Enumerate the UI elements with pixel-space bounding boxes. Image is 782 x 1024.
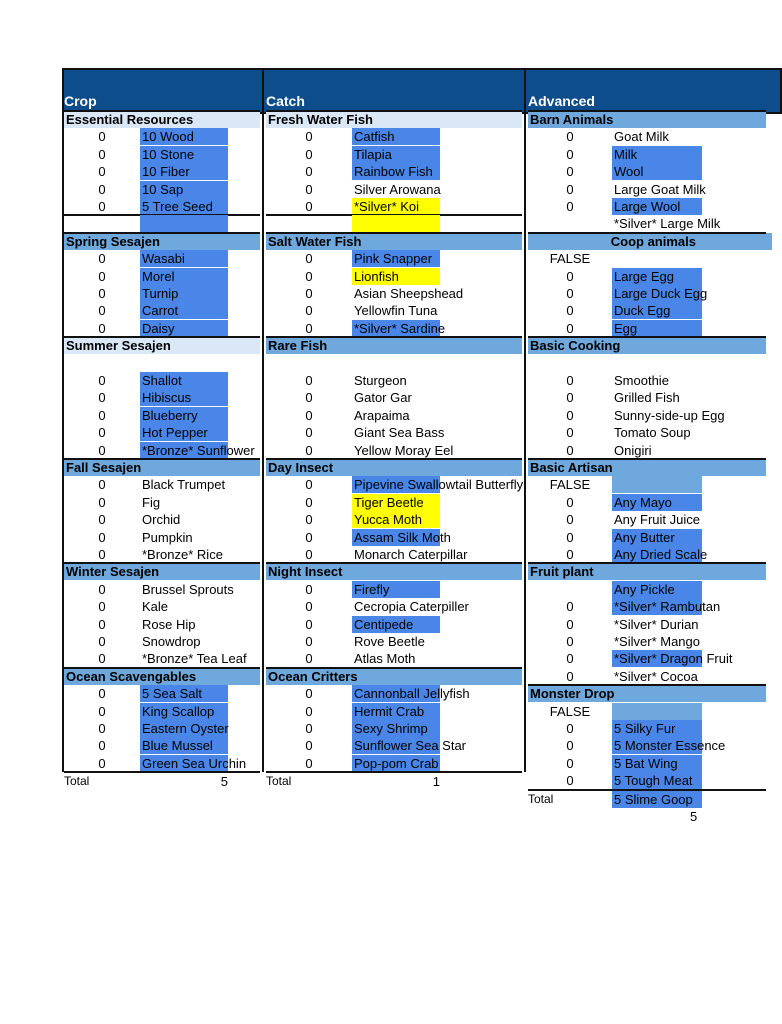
section-header: Fruit plant	[528, 563, 766, 580]
row-count: FALSE	[549, 251, 591, 267]
item-name[interactable]: Arapaima	[354, 407, 410, 423]
row-count: 0	[305, 755, 313, 771]
row-count	[528, 581, 612, 598]
row-count: 0	[305, 199, 313, 214]
row-count: 0	[566, 303, 574, 319]
item-name[interactable]: Onigiri	[614, 442, 652, 458]
item-name[interactable]: Duck Egg	[614, 303, 671, 319]
item-name[interactable]: Wool	[614, 164, 644, 180]
item-name[interactable]: Sturgeon	[354, 373, 407, 388]
section-divider	[64, 110, 260, 112]
row-count: 0	[566, 286, 574, 301]
item-name[interactable]: Blue Mussel	[142, 738, 213, 754]
section-divider	[266, 336, 522, 338]
item-name[interactable]: Tilapia	[354, 146, 392, 162]
row-count: 0	[566, 651, 574, 667]
section-divider	[266, 232, 522, 234]
row-count: 0	[98, 425, 106, 441]
row-count: 0	[305, 529, 313, 545]
section-header: Spring Sesajen	[64, 233, 260, 250]
item-name[interactable]: Tomato Soup	[614, 425, 691, 441]
item-name[interactable]: Rose Hip	[142, 616, 196, 632]
section-header: Day Insect	[266, 459, 522, 476]
item-name[interactable]: Black Trumpet	[142, 477, 226, 493]
section-header: Fresh Water Fish	[266, 111, 522, 128]
section-divider	[64, 562, 260, 564]
item-name[interactable]: *Silver* Cocoa	[614, 668, 698, 684]
item-name[interactable]: 5 Silky Fur	[614, 721, 676, 736]
item-name[interactable]: Hermit Crab	[354, 703, 425, 719]
item-name[interactable]: Rainbow Fish	[354, 164, 433, 180]
item-name[interactable]: Pop-pom Crab	[354, 755, 439, 771]
item-name[interactable]: Monarch Caterpillar	[354, 547, 468, 562]
row-count: 0	[305, 686, 313, 702]
item-name[interactable]: Yucca Moth	[354, 512, 422, 528]
section-divider	[528, 562, 766, 564]
row-count: 0	[98, 286, 106, 301]
section-divider	[266, 667, 522, 669]
row-count: 0	[566, 268, 574, 284]
total-value: 5	[220, 774, 228, 790]
row-count: 0	[305, 286, 313, 301]
row-count: 0	[98, 512, 106, 528]
item-name[interactable]: Firefly	[354, 581, 390, 597]
section-header: Basic Cooking	[528, 337, 766, 354]
section-header: Monster Drop	[528, 685, 766, 702]
row-count: 0	[98, 181, 106, 197]
item-name[interactable]: 5 Monster Essence	[614, 738, 726, 754]
item-name[interactable]: Egg	[614, 320, 638, 336]
section-divider	[266, 458, 522, 460]
item-name[interactable]: Any Mayo	[614, 494, 672, 510]
item-name[interactable]: Tiger Beetle	[354, 494, 424, 510]
item-name[interactable]: Atlas Moth	[354, 651, 416, 667]
item-name[interactable]: Cecropia Caterpiller	[354, 599, 469, 615]
total-label: Total	[528, 791, 554, 806]
row-count: 0	[98, 721, 106, 736]
row-count: 0	[305, 268, 313, 284]
row-count: 0	[305, 581, 313, 597]
item-name[interactable]: Morel	[142, 268, 175, 284]
section-header: Winter Sesajen	[64, 563, 260, 580]
row-count: 0	[98, 390, 106, 406]
item-name[interactable]: Any Dried Scale	[614, 547, 708, 562]
item-name[interactable]: 10 Stone	[142, 146, 195, 162]
item-name[interactable]: *Silver* Sardine	[354, 320, 446, 336]
row-count: 0	[98, 616, 106, 632]
row-count: 0	[566, 425, 574, 441]
section-divider	[64, 232, 260, 234]
column-divider	[524, 68, 526, 772]
row-count: 0	[98, 373, 106, 388]
item-name[interactable]: Yellow Moray Eel	[354, 442, 454, 458]
header-catch: Catch	[266, 93, 305, 109]
section-header: Ocean Scavengables	[64, 668, 260, 685]
row-count: 0	[305, 616, 313, 632]
row-count: 0	[98, 268, 106, 284]
item-name[interactable]: Gator Gar	[354, 390, 412, 406]
item-name[interactable]: Wasabi	[142, 251, 185, 267]
row-count: 0	[98, 129, 106, 145]
row-count: 0	[98, 199, 106, 214]
row-count: 0	[305, 129, 313, 145]
section-header: Ocean Critters	[266, 668, 522, 685]
item-name[interactable]: Milk	[614, 146, 638, 162]
table-bottom-border	[64, 771, 260, 773]
header-advanced: Advanced	[528, 93, 595, 109]
item-name[interactable]: King Scallop	[142, 703, 215, 719]
row-count: 0	[98, 494, 106, 510]
section-divider	[528, 458, 766, 460]
item-name[interactable]: Eastern Oyster	[142, 721, 229, 736]
item-name[interactable]: Any Pickle	[614, 581, 675, 597]
item-name[interactable]: Shallot	[142, 373, 182, 388]
section-divider	[528, 110, 766, 112]
item-name[interactable]: 5 Bat Wing	[614, 755, 678, 771]
row-count: 0	[566, 547, 574, 562]
section-header: Rare Fish	[266, 337, 522, 354]
row-count: 0	[305, 164, 313, 180]
item-name[interactable]: Silver Arowana	[354, 181, 441, 197]
item-name[interactable]: Lionfish	[354, 268, 399, 284]
item-name[interactable]: Blueberry	[142, 407, 198, 423]
section-header: Fall Sesajen	[64, 459, 260, 476]
total-value: 5	[690, 808, 698, 824]
row-count: 0	[98, 477, 106, 493]
row-count: 0	[566, 390, 574, 406]
row-count: 0	[566, 738, 574, 754]
item-name[interactable]: *Bronze* Sunflower	[142, 442, 255, 458]
row-count: 0	[98, 146, 106, 162]
row-count: 0	[566, 146, 574, 162]
item-name[interactable]: Pink Snapper	[354, 251, 433, 267]
item-name[interactable]: Daisy	[142, 320, 175, 336]
section-header: Basic Artisan	[528, 459, 766, 476]
row-count: 0	[98, 442, 106, 458]
section-header: Essential Resources	[64, 111, 260, 128]
item-name[interactable]: Yellowfin Tuna	[354, 303, 438, 319]
item-name[interactable]	[612, 476, 712, 493]
item-name[interactable]: *Silver* Large Milk	[614, 216, 721, 232]
table-bottom-border	[528, 789, 766, 791]
row-count: 0	[566, 164, 574, 180]
item-name[interactable]: Large Duck Egg	[614, 286, 708, 301]
item-name[interactable]: *Bronze* Rice	[142, 547, 223, 562]
item-name[interactable]: 5 Tough Meat	[614, 773, 693, 789]
row-count: 0	[305, 181, 313, 197]
row-count: 0	[566, 320, 574, 336]
item-name[interactable]: 10 Sap	[142, 181, 184, 197]
item-name[interactable]: Assam Silk Moth	[354, 529, 451, 545]
row-count: FALSE	[549, 703, 591, 719]
row-count: 0	[305, 390, 313, 406]
row-count: 0	[566, 668, 574, 684]
row-count: 0	[98, 303, 106, 319]
row-count: 0	[98, 651, 106, 667]
row-count: 0	[305, 146, 313, 162]
item-name[interactable]: Large Goat Milk	[614, 181, 706, 197]
item-name[interactable]: Sunny-side-up Egg	[614, 407, 725, 423]
section-divider	[266, 110, 522, 112]
row-count: 0	[305, 407, 313, 423]
row-count: 0	[98, 634, 106, 649]
item-name[interactable]: Hot Pepper	[142, 425, 208, 441]
section-header: Summer Sesajen	[64, 337, 260, 354]
section-divider	[64, 336, 260, 338]
section-header: Barn Animals	[528, 111, 766, 128]
row-count: 0	[305, 634, 313, 649]
row-count: 0	[566, 755, 574, 771]
item-name[interactable]: 10 Wood	[142, 129, 194, 145]
row-count: 0	[566, 616, 574, 632]
item-name[interactable]: Hibiscus	[142, 390, 192, 406]
row-count: 0	[98, 320, 106, 336]
item-name[interactable]: Large Wool	[614, 199, 681, 214]
row-count: 0	[98, 686, 106, 702]
row-count: 0	[566, 181, 574, 197]
item-name[interactable]: 5 Sea Salt	[142, 686, 202, 702]
item-name[interactable]: Turnip	[142, 286, 179, 301]
row-count: 0	[98, 755, 106, 771]
row-count: 0	[566, 407, 574, 423]
row-count: 0	[305, 320, 313, 336]
item-name[interactable]: Any Fruit Juice	[614, 512, 700, 528]
row-count: 0	[98, 547, 106, 562]
row-count: 0	[566, 494, 574, 510]
row-count: 0	[305, 703, 313, 719]
item-name[interactable]: Sunflower Sea Star	[354, 738, 467, 754]
header-crop: Crop	[64, 93, 97, 109]
row-count: 0	[98, 407, 106, 423]
item-name[interactable]: Centipede	[354, 616, 414, 632]
item-name[interactable]	[612, 703, 712, 720]
row-count: 0	[566, 634, 574, 649]
item-name[interactable]: Kale	[142, 599, 169, 615]
item-name[interactable]: Smoothie	[614, 373, 669, 388]
row-count: 0	[305, 303, 313, 319]
item-name[interactable]: Catfish	[354, 129, 395, 145]
row-count: 0	[566, 129, 574, 145]
row-count: 0	[305, 477, 313, 493]
item-name[interactable]: Goat Milk	[614, 129, 669, 145]
item-name[interactable]: Giant Sea Bass	[354, 425, 445, 441]
row-count: 0	[305, 721, 313, 736]
item-name[interactable]: *Silver* Mango	[614, 634, 700, 649]
section-header: Night Insect	[266, 563, 522, 580]
item-name[interactable]: Green Sea Urchin	[142, 755, 247, 771]
row-count: 0	[305, 651, 313, 667]
item-name[interactable]: Pipevine Swallowtail Butterfly	[354, 477, 524, 493]
row-count: 0	[566, 199, 574, 214]
section-divider	[266, 562, 522, 564]
item-name[interactable]: *Bronze* Tea Leaf	[142, 651, 247, 667]
item-name[interactable]: Fig	[142, 494, 161, 510]
section-divider	[64, 667, 260, 669]
row-count: 0	[566, 529, 574, 545]
row-count: 0	[98, 251, 106, 267]
item-name[interactable]: Pumpkin	[142, 529, 193, 545]
item-name[interactable]: Rove Beetle	[354, 634, 425, 649]
row-count: 0	[566, 442, 574, 458]
item-name[interactable]: Snowdrop	[142, 634, 201, 649]
row-count: FALSE	[549, 477, 591, 493]
item-name[interactable]	[612, 250, 712, 267]
row-count: 0	[305, 547, 313, 562]
section-header: Coop animals	[528, 233, 772, 250]
row-count: 0	[98, 599, 106, 615]
row-count: 0	[566, 373, 574, 388]
item-name[interactable]: *Silver* Rambutan	[614, 599, 721, 615]
row-count: 0	[98, 738, 106, 754]
item-name[interactable]: *Silver* Dragon Fruit	[614, 651, 733, 667]
item-name[interactable]: Sexy Shrimp	[354, 721, 428, 736]
total-label: Total	[266, 774, 292, 789]
row-count: 0	[98, 581, 106, 597]
section-divider	[528, 336, 766, 338]
row-count: 0	[566, 773, 574, 789]
row-count: 0	[305, 373, 313, 388]
item-name[interactable]: 10 Fiber	[142, 164, 190, 180]
row-count: 0	[98, 164, 106, 180]
row-count: 0	[566, 599, 574, 615]
item-name[interactable]: Carrot	[142, 303, 179, 319]
item-name[interactable]: Grilled Fish	[614, 390, 680, 406]
item-name[interactable]: Any Butter	[614, 529, 675, 545]
row-count: 0	[98, 529, 106, 545]
item-highlight	[140, 215, 228, 232]
total-value: 1	[432, 774, 440, 790]
row-count: 0	[305, 599, 313, 615]
item-name[interactable]: *Silver* Koi	[354, 199, 420, 214]
section-header: Salt Water Fish	[266, 233, 522, 250]
section-divider	[64, 458, 260, 460]
section-divider	[528, 232, 766, 234]
item-name[interactable]: Asian Sheepshead	[354, 286, 464, 301]
item-name[interactable]: 5 Tree Seed	[142, 199, 213, 214]
table-bottom-border	[266, 771, 522, 773]
item-name[interactable]: Brussel Sprouts	[142, 581, 234, 597]
row-count: 0	[98, 703, 106, 719]
row-count: 0	[305, 442, 313, 458]
row-count: 0	[305, 738, 313, 754]
item-name[interactable]: 5 Slime Goop	[614, 791, 693, 807]
row-count: 0	[305, 494, 313, 510]
row-count: 0	[566, 721, 574, 736]
item-name[interactable]: Large Egg	[614, 268, 674, 284]
row-count: 0	[305, 425, 313, 441]
row-count: 0	[305, 251, 313, 267]
item-name[interactable]: Cannonball Jellyfish	[354, 686, 470, 702]
item-highlight	[352, 215, 440, 232]
item-name[interactable]: *Silver* Durian	[614, 616, 699, 632]
total-label: Total	[64, 774, 90, 789]
item-name[interactable]: Orchid	[142, 512, 181, 528]
row-count: 0	[305, 512, 313, 528]
row-count	[528, 215, 612, 232]
header-band	[62, 68, 782, 114]
row-count: 0	[566, 512, 574, 528]
section-divider	[528, 684, 766, 686]
